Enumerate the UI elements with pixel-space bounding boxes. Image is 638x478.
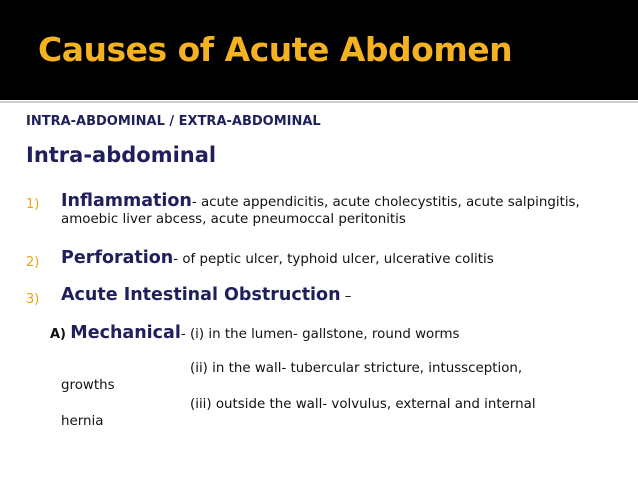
item-number: 1)	[26, 197, 40, 212]
item-term: Acute Intestinal Obstruction	[61, 285, 341, 305]
item-text: –	[340, 289, 352, 304]
item-text: - of peptic ulcer, typhoid ulcer, ulcerative colitis	[173, 252, 494, 267]
item-number: 2)	[26, 255, 40, 270]
section-heading: Intra-abdominal	[26, 143, 217, 167]
list-item	[61, 285, 352, 305]
sub-item-letter: A)	[50, 327, 67, 342]
mechanical-cause-2: (ii) in the wall- tubercular stricture, intussception,	[190, 361, 523, 376]
item-term: Inflammation	[61, 191, 192, 211]
list-item	[61, 191, 580, 211]
slide-title: Causes of Acute Abdomen	[38, 30, 513, 69]
mechanical-line	[50, 323, 460, 343]
item-text: - acute appendicitis, acute cholecystitis, acute salpingitis,	[191, 195, 580, 210]
sub-item-term: Mechanical	[70, 323, 181, 343]
mechanical-cause-3: (iii) outside the wall- volvulus, external and internal	[190, 397, 536, 412]
mechanical-cause-1: - (i) in the lumen- gallstone, round worms	[180, 327, 460, 342]
mechanical-cause-2-wrap: growths	[61, 378, 115, 393]
list-item	[61, 248, 494, 268]
item-number: 3)	[26, 292, 40, 307]
mechanical-cause-3-wrap: hernia	[61, 414, 104, 429]
item-text-continued: amoebic liver abcess, acute pneumoccal peritonitis	[61, 212, 406, 227]
subheading: INTRA-ABDOMINAL / EXTRA-ABDOMINAL	[26, 114, 321, 129]
item-term: Perforation	[61, 248, 174, 268]
